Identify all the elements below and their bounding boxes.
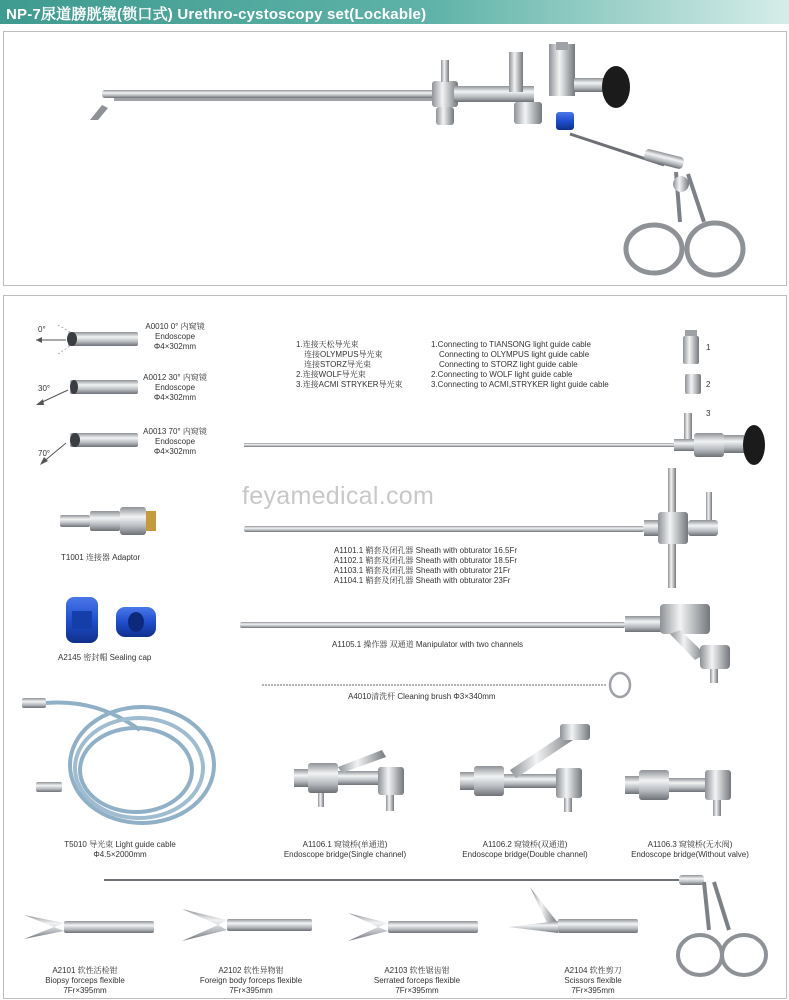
scissors-name: Scissors flexible — [564, 976, 622, 985]
light-guide-cable-label — [40, 840, 200, 860]
foreign-body-code: A2102 软性异物钳 — [218, 966, 284, 975]
serrated-forceps-tip — [348, 905, 478, 950]
bridge-single-label — [260, 840, 430, 860]
light-guide-notes-cn — [296, 340, 403, 390]
sheath-labels — [334, 546, 517, 586]
biopsy-code: A2101 软性活检钳 — [52, 966, 118, 975]
endoscope-0-angle: 0° — [38, 325, 46, 334]
serrated-name: Serrated forceps flexible — [373, 976, 461, 985]
foreign-body-size: 7Fr×395mm — [229, 986, 273, 995]
light-adapter-1 — [681, 330, 701, 364]
foreign-body-forceps-label — [186, 966, 316, 996]
endoscope-0-name: Endoscope — [154, 332, 196, 341]
bridge-single-channel — [294, 745, 424, 825]
adapter-2-number: 2 — [706, 380, 711, 389]
adapter-1-number: 1 — [706, 343, 711, 352]
adaptor-illustration — [60, 505, 160, 539]
note-cn-2: 连接OLYMPUS导光束 — [304, 350, 383, 359]
scissors-size: 7Fr×395mm — [571, 986, 615, 995]
adaptor-label: T1001 连接器 Adaptor — [61, 553, 141, 562]
light-adapter-2 — [684, 374, 702, 394]
endoscope-70-size: Φ4×302mm — [153, 447, 197, 456]
sheath-16-5fr: A1101.1 鞘套及闭孔器 Sheath with obturator 16.5Fr — [334, 546, 518, 555]
biopsy-size: 7Fr×395mm — [63, 986, 107, 995]
serrated-code: A2103 软性锯齿钳 — [384, 966, 450, 975]
assembled-cystoscope-illustration — [4, 32, 786, 285]
note-en-5: 3.Connecting to ACMI,STRYKER light guide cable — [431, 380, 609, 389]
endoscope-70-name: Endoscope — [154, 437, 196, 446]
bridge-without-code: A1106.3 窥镜桥(无水阀) — [647, 840, 733, 849]
scissors-tip — [508, 885, 638, 945]
serrated-forceps-label — [352, 966, 482, 996]
endoscope-30-label — [130, 373, 220, 403]
sheath-23fr: A1104.1 鞘套及闭孔器 Sheath with obturator 23Fr — [334, 576, 511, 585]
bridge-double-code: A1106.2 窥镜桥(双通道) — [482, 840, 568, 849]
note-en-1: 1.Connecting to TIANSONG light guide cable — [431, 340, 591, 349]
endoscope-70-code: A0013 70° 内窥镜 — [143, 427, 207, 436]
telescope — [244, 405, 769, 465]
note-cn-1: 1.连接天松导光束 — [296, 340, 359, 349]
bridge-double-label — [440, 840, 610, 860]
watermark: feyamedical.com — [242, 482, 435, 510]
endoscope-70-angle: 70° — [38, 449, 51, 458]
scissors-code: A2104 软性剪刀 — [564, 966, 622, 975]
foreign-body-forceps-tip — [182, 903, 312, 948]
note-cn-4: 2.连接WOLF导光束 — [296, 370, 366, 379]
manipulator-label: A1105.1 操作器 双通道 Manipulator with two channels — [332, 640, 524, 649]
assembled-set-panel — [3, 31, 787, 286]
note-en-3: Connecting to STORZ light guide cable — [439, 360, 578, 369]
endoscope-0-label — [130, 322, 220, 352]
endoscope-70-label — [130, 427, 220, 457]
title-banner — [0, 0, 789, 24]
endoscope-30-angle: 30° — [38, 384, 51, 393]
note-cn-3: 连接STORZ导光束 — [304, 360, 371, 369]
note-en-4: 2.Connecting to WOLF light guide cable — [431, 370, 573, 379]
note-cn-5: 3.连接ACMI STRYKER导光束 — [296, 380, 403, 389]
bridge-double-name: Endoscope bridge(Double channel) — [462, 850, 588, 859]
cable-name: T5010 导光束 Light guide cable — [64, 840, 176, 849]
foreign-body-name: Foreign body forceps flexible — [199, 976, 303, 985]
biopsy-name: Biopsy forceps flexible — [45, 976, 125, 985]
endoscope-30-size: Φ4×302mm — [153, 393, 197, 402]
endoscope-30-code: A0012 30° 内窥镜 — [143, 373, 207, 382]
bridge-double-channel — [460, 712, 610, 812]
sealing-cap-illustration — [66, 597, 166, 645]
bridge-without-name: Endoscope bridge(Without valve) — [631, 850, 749, 859]
cable-size: Φ4.5×2000mm — [93, 850, 147, 859]
scissors-label — [528, 966, 658, 996]
endoscope-0-size: Φ4×302mm — [153, 342, 197, 351]
biopsy-forceps-tip — [24, 905, 154, 950]
endoscope-70-tip — [28, 425, 138, 470]
sheath-21fr: A1103.1 鞘套及闭孔器 Sheath with obturator 21Fr — [334, 566, 511, 575]
sealing-cap-label: A2145 密封帽 Sealing cap — [58, 653, 152, 662]
serrated-size: 7Fr×395mm — [395, 986, 439, 995]
bridge-without-valve — [625, 762, 745, 832]
cleaning-brush-label: A4010清洗杆 Cleaning brush Φ3×340mm — [348, 692, 496, 701]
page-title: NP-7尿道膀胱镜(锁口式) Urethro-cystoscopy set(Lockable) — [6, 6, 427, 23]
endoscope-30-name: Endoscope — [154, 383, 196, 392]
light-guide-cable — [22, 690, 222, 830]
light-guide-notes-en — [431, 340, 609, 390]
bridge-without-label — [610, 840, 770, 860]
sheath-18-5fr: A1102.1 鞘套及闭孔器 Sheath with obturator 18.5Fr — [334, 556, 518, 565]
endoscope-30-tip — [28, 372, 138, 417]
bridge-single-code: A1106.1 窥镜桥(单通道) — [302, 840, 388, 849]
bridge-single-name: Endoscope bridge(Single channel) — [283, 850, 407, 859]
endoscope-0-code: A0010 0° 内窥镜 — [145, 322, 205, 331]
biopsy-forceps-label — [20, 966, 150, 996]
note-en-2: Connecting to OLYMPUS light guide cable — [439, 350, 590, 359]
adapter-3-number: 3 — [706, 409, 711, 418]
